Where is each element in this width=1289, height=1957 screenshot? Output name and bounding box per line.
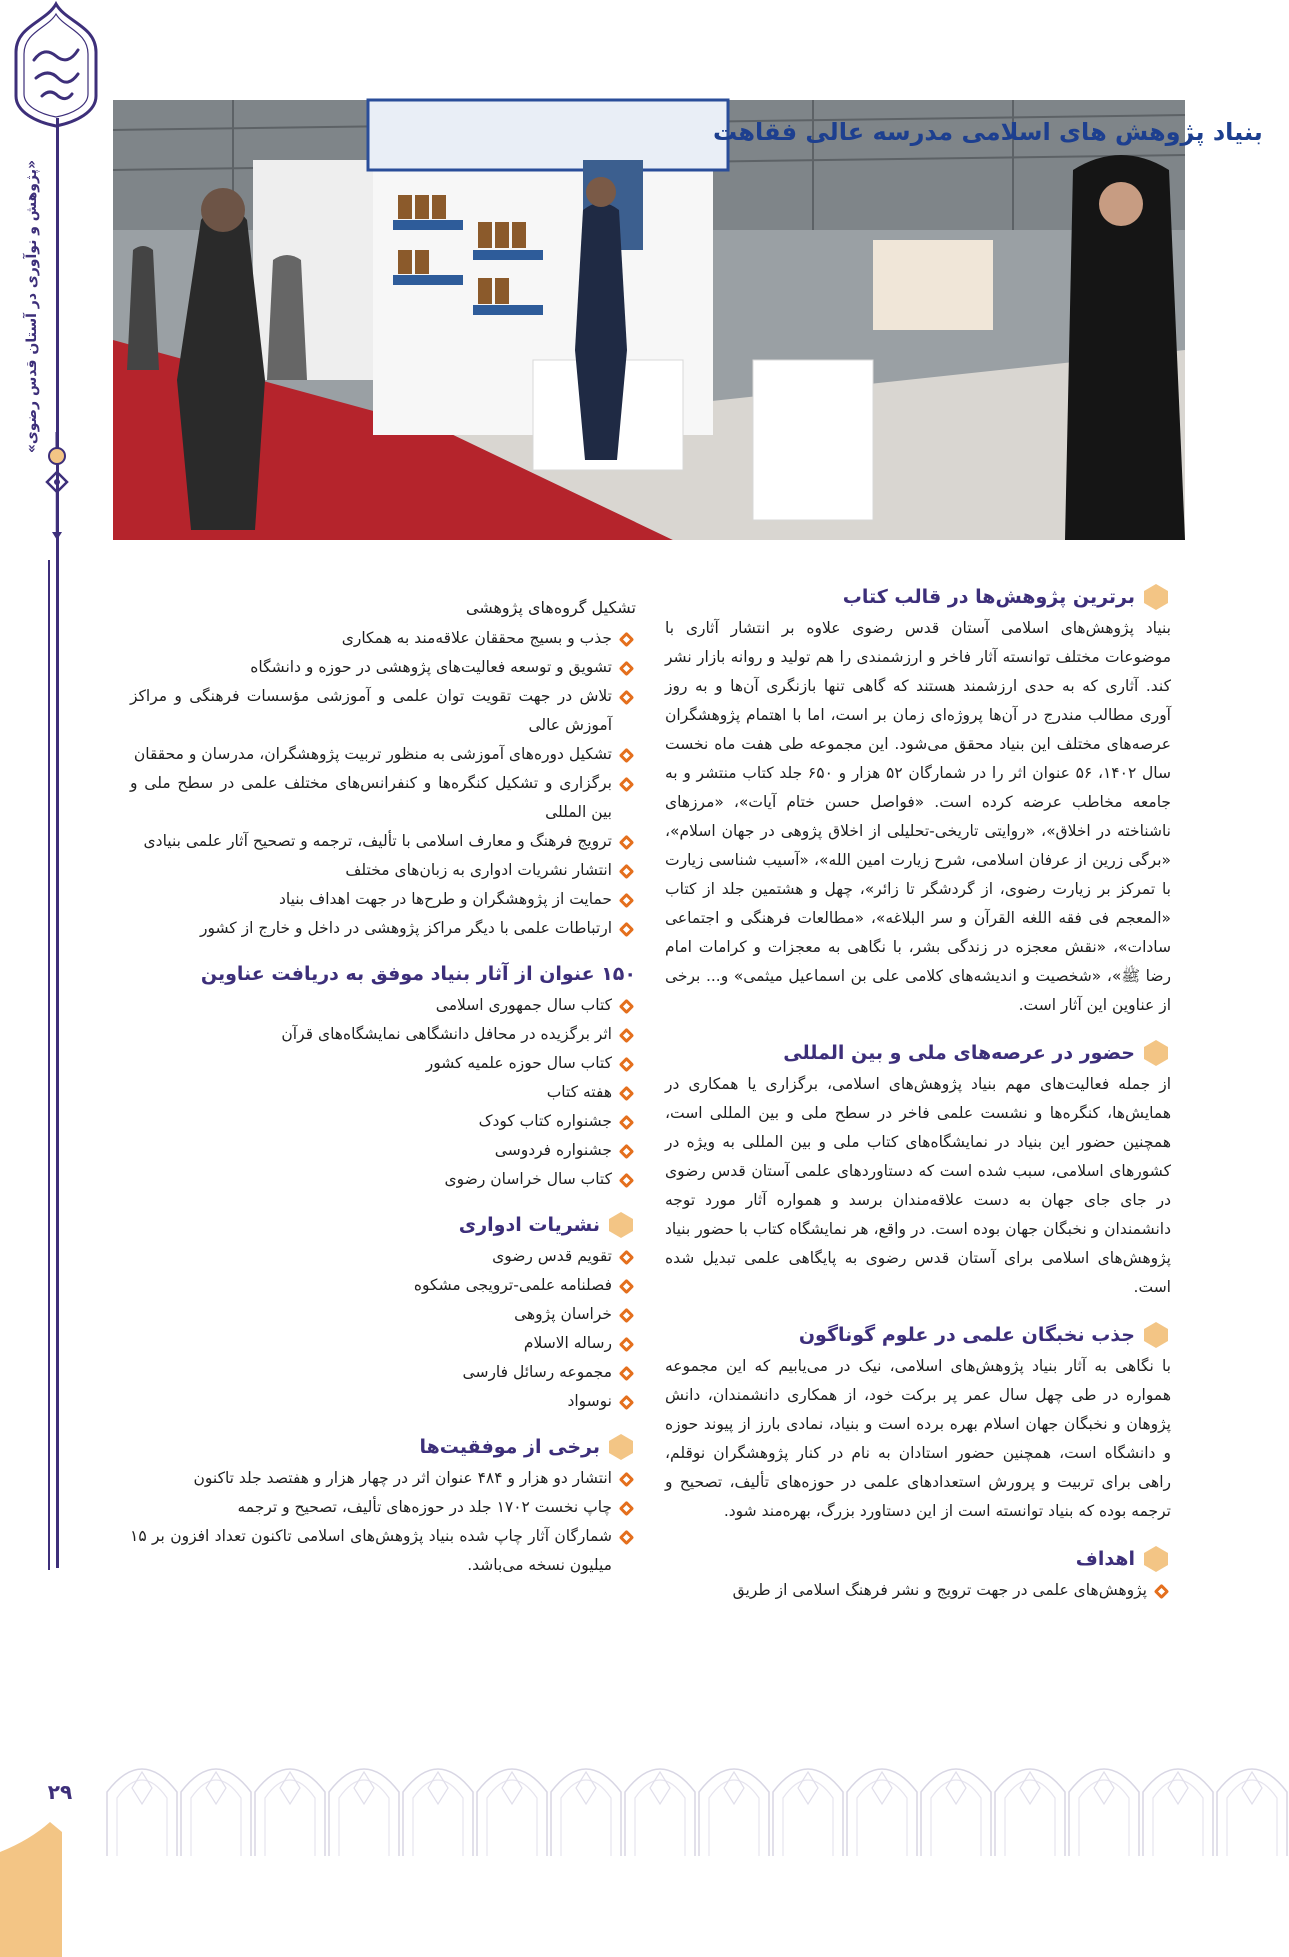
goals-continuation: تشکیل گروه‌های پژوهشی xyxy=(465,598,636,617)
section-heading-international xyxy=(665,1038,1171,1068)
page-number: ۲۹ xyxy=(47,1780,73,1804)
list-item: تلاش در جهت تقویت توان علمی و آموزشی مؤسسات فرهنگی و مراکز آموزش عالی xyxy=(130,682,636,740)
periodicals-list xyxy=(130,1242,636,1416)
hexagon-icon xyxy=(1141,1320,1171,1350)
heading-text: ۱۵۰ عنوان از آثار بنیاد موفق به دریافت عناوین xyxy=(200,963,636,985)
goals-intro-list xyxy=(665,1576,1171,1605)
hexagon-icon xyxy=(606,1210,636,1240)
section-heading-goals xyxy=(665,1544,1171,1574)
rail-ornament-icon xyxy=(32,432,82,542)
list-item: پژوهش‌های علمی در جهت ترویج و نشر فرهنگ اسلامی از طریق xyxy=(665,1576,1171,1605)
heading-text: اهداف xyxy=(1075,1548,1135,1570)
list-item: هفته کتاب xyxy=(130,1078,636,1107)
list-item: حمایت از پژوهشگران و طرح‌ها در جهت اهداف بنیاد xyxy=(130,885,636,914)
section-heading-achievements xyxy=(130,1432,636,1462)
heading-text: نشریات ادواری xyxy=(458,1214,600,1236)
heading-text: برترین پژوهش‌ها در قالب کتاب xyxy=(842,586,1135,608)
corner-ornament xyxy=(0,1822,62,1957)
list-item: انتشار دو هزار و ۴۸۴ عنوان اثر در چهار هزار و هفتصد جلد تاکنون xyxy=(130,1464,636,1493)
paragraph-books: بنیاد پژوهش‌های اسلامی آستان قدس رضوی علاوه بر انتشار آثاری با موضوعات مختلف توانسته آثار فاخر و ارزشمندی را هم تولید و روانه بازار نشر کند. آثاری که به حدی ارزشمند هستند که گاهی تنها بازنگری آن‌ها و به روز آوری مطالب مندرج در آن‌ها پروژه‌ای زمان بر است، اما با اهتمام پژوهشگران عرصه‌های مختلف این بنیاد محقق می‌شود. این مجموعه طی هفت ماه نخست سال ۱۴۰۲، ۵۶ عنوان اثر را در شمارگان ۵۲ هزار و ۶۵۰ جلد کتاب منتشر و به جامعه مخاطب عرضه کرده است. «فواصل حسن ختام آیات»، «مرزهای ناشناخته در اخلاق»، «روایتی تاریخی-تحلیلی از اخلاق پژوهی در جهان اسلام»، «برگی زرین از عرفان اسلامی، شرح زیارت امین الله»، «آسیب شناسی زیارت با تمرکز بر زیارت رضوی، از گردشگر تا زائر»، چهل و هشتمین جلد از کتاب «المعجم فی فقه اللغه القرآن و سر البلاغه»، «مطالعات فرهنگی و اجتماعی سادات»، «نقش معجزه در زندگی بشر، با نگاهی به معجزات و کرامات امام رضا ﷺ»، «شخصیت و اندیشه‌های کلامی علی بن اسماعیل میثمی» و... برخی از عناوین این آثار است. xyxy=(665,619,1171,1014)
section-heading-books xyxy=(665,582,1171,612)
list-item: ارتباطات علمی با دیگر مراکز پژوهشی در داخل و خارج از کشور xyxy=(130,914,636,943)
publication-logo-badge xyxy=(8,0,104,128)
list-item: کتاب سال جمهوری اسلامی xyxy=(130,991,636,1020)
hexagon-icon xyxy=(606,1432,636,1462)
rail-line-inner xyxy=(48,560,50,1570)
awards-list xyxy=(130,991,636,1194)
hexagon-icon xyxy=(1141,1544,1171,1574)
list-item: تشکیل دوره‌های آموزشی به منظور تربیت پژوهشگران، مدرسان و محققان xyxy=(130,740,636,769)
section-heading-awards xyxy=(130,959,636,989)
rail-caption: «پژوهش و نوآوری در آستان قدس رضوی» xyxy=(24,160,40,454)
list-item: جذب و بسیج محققان علاقه‌مند به همکاری xyxy=(130,624,636,653)
list-item: تشویق و توسعه فعالیت‌های پژوهشی در حوزه و دانشگاه xyxy=(130,653,636,682)
list-item: شمارگان آثار چاپ شده بنیاد پژوهش‌های اسلامی تاکنون تعداد افزون بر ۱۵ میلیون نسخه می‌باشد. xyxy=(130,1522,636,1580)
section-heading-elites xyxy=(665,1320,1171,1350)
booth-banner: بنیاد پژوهش های اسلامی مدرسه عالی فقاهت xyxy=(713,118,1263,146)
list-item: مجموعه رسائل فارسی xyxy=(130,1358,636,1387)
paragraph-elites: با نگاهی به آثار بنیاد پژوهش‌های اسلامی، نیک در می‌یابیم که این مجموعه همواره در طی چهل سال عمر پر برکت خود، از همکاری دانشمندان، دانش پژوهان و نخبگان جهان اسلام بهره برده است و بنیاد، نمادی بارز از پیوند حوزه و دانشگاه است، همچنین حضور استادان به نام در کنار پژوهشگران نوقلم، راهی برای تربیت و پرورش استعدادهای علمی در حوزه‌های تألیف، تصحیح و ترجمه بوده که بنیاد توانسته است از این دستاورد بزرگ، بهره‌مند شود. xyxy=(665,1357,1171,1520)
list-item: انتشار نشریات ادواری به زبان‌های مختلف xyxy=(130,856,636,885)
section-heading-periodicals xyxy=(130,1210,636,1240)
list-item: جشنواره کتاب کودک xyxy=(130,1107,636,1136)
footer-pattern xyxy=(105,1752,1289,1856)
paragraph-international: از جمله فعالیت‌های مهم بنیاد پژوهش‌های اسلامی، برگزاری یا همکاری در همایش‌ها، کنگره‌ها و نشست علمی فاخر در سطح ملی و بین المللی است، همچنین حضور این بنیاد در نمایشگاه‌های کتاب ملی و بین المللی به ویژه در کشورهای اسلامی، سبب شده است که دستاوردهای علمی آستان قدس رضوی در جای جای جهان به دست علاقه‌مندان برسد و همواره آثار مورد توجه دانشمندان و نخبگان جهان بوده است. در واقع، هر نمایشگاه کتاب با حضور بنیاد پژوهش‌های اسلامی برای آستان قدس رضوی به پایگاهی علمی تبدیل شده است. xyxy=(665,1075,1171,1296)
list-item: خراسان پژوهی xyxy=(130,1300,636,1329)
goals-list xyxy=(130,624,636,943)
hexagon-icon xyxy=(1141,1038,1171,1068)
list-item: نوسواد xyxy=(130,1387,636,1416)
list-item: چاپ نخست ۱۷۰۲ جلد در حوزه‌های تألیف، تصحیح و ترجمه xyxy=(130,1493,636,1522)
list-item: برگزاری و تشکیل کنگره‌ها و کنفرانس‌های مختلف علمی در سطح ملی و بین المللی xyxy=(130,769,636,827)
list-item: کتاب سال حوزه علمیه کشور xyxy=(130,1049,636,1078)
list-item: فصلنامه علمی-ترویجی مشکوه xyxy=(130,1271,636,1300)
right-column xyxy=(665,582,1171,1621)
list-item: کتاب سال خراسان رضوی xyxy=(130,1165,636,1194)
list-item: ترویج فرهنگ و معارف اسلامی با تألیف، ترجمه و تصحیح آثار علمی بنیادی xyxy=(130,827,636,856)
list-item: جشنواره فردوسی xyxy=(130,1136,636,1165)
hexagon-icon xyxy=(1141,582,1171,612)
list-item: رساله الاسلام xyxy=(130,1329,636,1358)
heading-text: برخی از موفقیت‌ها xyxy=(419,1436,600,1458)
rail-line xyxy=(56,118,59,1568)
exhibition-booth-photo xyxy=(113,100,1263,540)
list-item: اثر برگزیده در محافل دانشگاهی نمایشگاه‌های قرآن xyxy=(130,1020,636,1049)
left-column xyxy=(130,593,636,1596)
heading-text: جذب نخبگان علمی در علوم گوناگون xyxy=(798,1324,1135,1346)
achievements-list xyxy=(130,1464,636,1580)
list-item: تقویم قدس رضوی xyxy=(130,1242,636,1271)
heading-text: حضور در عرصه‌های ملی و بین المللی xyxy=(783,1042,1135,1064)
